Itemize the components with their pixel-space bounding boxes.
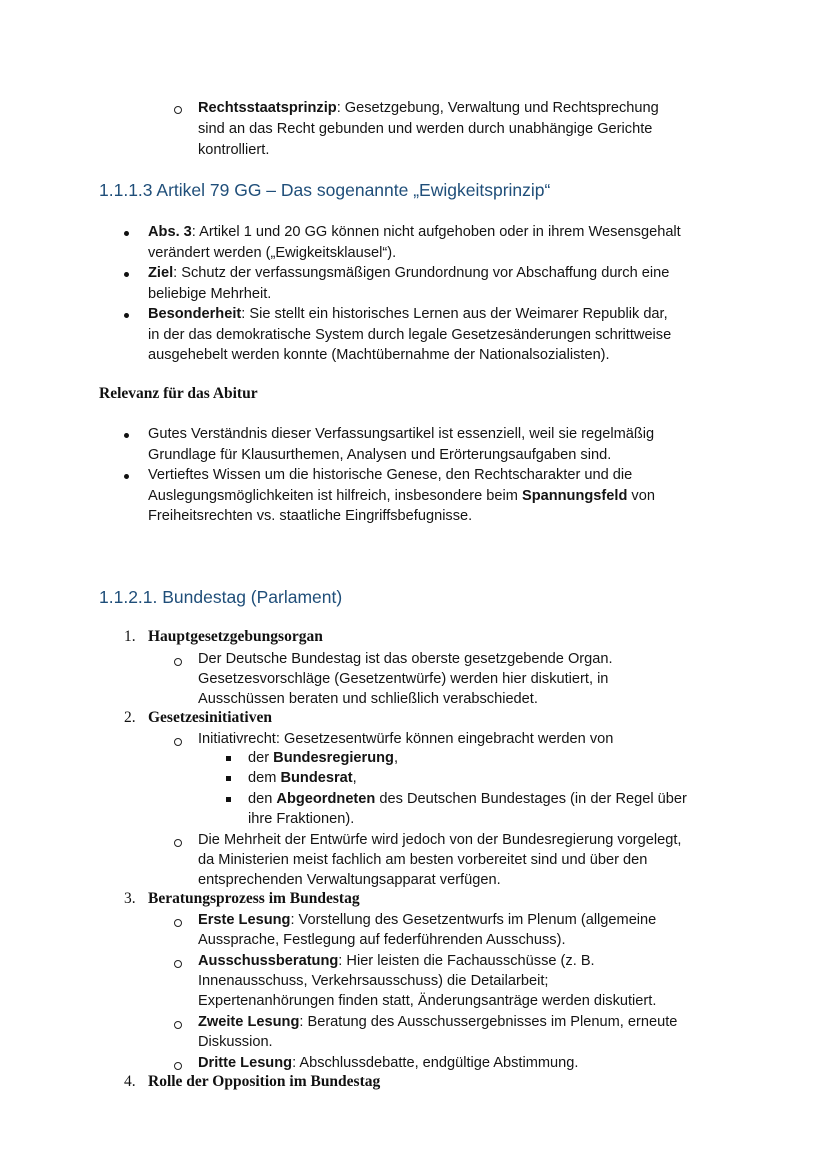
text: : Vorstellung des Gesetzentwurfs im Plenum (allgemeine — [290, 912, 657, 928]
text: , — [393, 750, 399, 766]
term: Erste Lesung — [198, 912, 291, 928]
term: Spannungsfeld — [521, 488, 628, 504]
circle-bullet-icon — [174, 658, 182, 666]
text: : Sie stellt ein historisches Lernen aus der Weimarer Republik dar, — [241, 306, 668, 322]
text: Initiativrecht: Gesetzesentwürfe können eingebracht werden von — [198, 731, 614, 747]
list-item: Gutes Verständnis dieser Verfassungsartikel ist essenziell, weil sie regelmäßig — [148, 426, 655, 442]
text: Aussprache, Festlegung auf federführenden Ausschuss). — [198, 932, 566, 948]
list-item — [198, 1053, 578, 1073]
term: Ausschussberatung — [198, 953, 339, 969]
list-item — [248, 789, 687, 809]
text: von — [627, 488, 655, 504]
text: : Schutz der verfassungsmäßigen Grundordnung vor Abschaffung durch eine — [173, 265, 670, 281]
list-number: 2. — [124, 709, 136, 726]
list-item — [198, 951, 595, 971]
numbered-heading: Rolle der Opposition im Bundestag — [148, 1073, 381, 1090]
text: : Beratung des Ausschussergebnisses im Plenum, erneute — [299, 1014, 678, 1030]
list-number: 4. — [124, 1073, 136, 1090]
numbered-heading: Gesetzesinitiativen — [148, 709, 272, 726]
circle-bullet-icon — [174, 738, 182, 746]
text: : Gesetzgebung, Verwaltung und Rechtsprechung — [336, 100, 659, 116]
bullet-icon — [124, 231, 129, 236]
text: Ausschüssen beraten und schließlich verabschiedet. — [198, 691, 538, 707]
text: entsprechenden Verwaltungsapparat verfügen. — [198, 872, 501, 888]
circle-bullet-icon — [174, 1021, 182, 1029]
list-item — [148, 222, 681, 242]
list-number: 1. — [124, 628, 136, 645]
list-item — [198, 1012, 677, 1032]
text: des Deutschen Bundestages (in der Regel über — [375, 791, 687, 807]
circle-bullet-icon — [174, 1062, 182, 1070]
term: Dritte Lesung — [198, 1055, 293, 1071]
list-item — [148, 263, 669, 283]
text: den — [248, 791, 277, 807]
term: Zweite Lesung — [198, 1014, 300, 1030]
list-item — [198, 98, 659, 118]
text: verändert werden („Ewigkeitsklausel“). — [148, 245, 397, 261]
square-bullet-icon — [226, 797, 231, 802]
text: Expertenanhörungen finden statt, Änderungsanträge werden diskutiert. — [198, 993, 657, 1009]
text: dem — [248, 770, 281, 786]
term: Abs. 3 — [148, 224, 192, 240]
list-item — [248, 768, 357, 788]
square-bullet-icon — [226, 756, 231, 761]
relevance-heading: Relevanz für das Abitur — [99, 385, 258, 402]
text: in der das demokratische System durch legale Gesetzesänderungen schrittweise — [148, 327, 672, 343]
text: Freiheitsrechten vs. staatliche Eingriffsbefugnisse. — [148, 508, 473, 524]
text: sind an das Recht gebunden und werden durch unabhängige Gerichte — [198, 121, 653, 137]
list-item — [248, 748, 398, 768]
text: beliebige Mehrheit. — [148, 286, 272, 302]
list-number: 3. — [124, 890, 136, 907]
text: : Abschlussdebatte, endgültige Abstimmung. — [292, 1055, 579, 1071]
circle-bullet-icon — [174, 839, 182, 847]
text: kontrolliert. — [198, 142, 270, 158]
term: Besonderheit — [148, 306, 242, 322]
circle-bullet-icon — [174, 106, 182, 114]
section-heading: 1.1.1.3 Artikel 79 GG – Das sogenannte „Ewigkeitsprinzip“ — [99, 180, 551, 200]
text: ihre Fraktionen). — [248, 811, 355, 827]
term: Rechtsstaatsprinzip — [198, 100, 337, 116]
list-item — [148, 304, 668, 324]
text: ausgehebelt werden konnte (Machtübernahme der Nationalsozialisten). — [148, 347, 610, 363]
section-heading: 1.1.2.1. Bundestag (Parlament) — [99, 587, 343, 607]
text: da Ministerien meist fachlich am besten vorbereitet sind und über den — [198, 852, 648, 868]
text: Der Deutsche Bundestag ist das oberste gesetzgebende Organ. — [198, 651, 613, 667]
bullet-icon — [124, 272, 129, 277]
list-item: Vertieftes Wissen um die historische Genese, den Rechtscharakter und die — [148, 467, 633, 483]
text: Grundlage für Klausurthemen, Analysen und Erörterungsaufgaben sind. — [148, 447, 612, 463]
text: Auslegungsmöglichkeiten ist hilfreich, insbesondere beim — [148, 488, 522, 504]
bullet-icon — [124, 433, 129, 438]
text: Innenausschuss, Verkehrsausschuss) die Detailarbeit; — [198, 973, 549, 989]
term: Bundesregierung — [273, 750, 394, 766]
text: : Artikel 1 und 20 GG können nicht aufgehoben oder in ihrem Wesensgehalt — [191, 224, 681, 240]
text — [148, 486, 655, 506]
text: Die Mehrheit der Entwürfe wird jedoch von der Bundesregierung vorgelegt, — [198, 832, 682, 848]
circle-bullet-icon — [174, 960, 182, 968]
list-item — [198, 910, 656, 930]
numbered-heading: Hauptgesetzgebungsorgan — [148, 628, 323, 645]
text: der — [248, 750, 274, 766]
numbered-heading: Beratungsprozess im Bundestag — [148, 890, 360, 907]
text: Diskussion. — [198, 1034, 273, 1050]
text: : Hier leisten die Fachausschüsse (z. B. — [338, 953, 595, 969]
term: Abgeordneten — [276, 791, 376, 807]
term: Ziel — [148, 265, 174, 281]
bullet-icon — [124, 313, 129, 318]
term: Bundesrat — [280, 770, 353, 786]
text: Gesetzesvorschläge (Gesetzentwürfe) werden hier diskutiert, in — [198, 671, 609, 687]
square-bullet-icon — [226, 776, 231, 781]
circle-bullet-icon — [174, 919, 182, 927]
bullet-icon — [124, 474, 129, 479]
text: , — [352, 770, 357, 786]
